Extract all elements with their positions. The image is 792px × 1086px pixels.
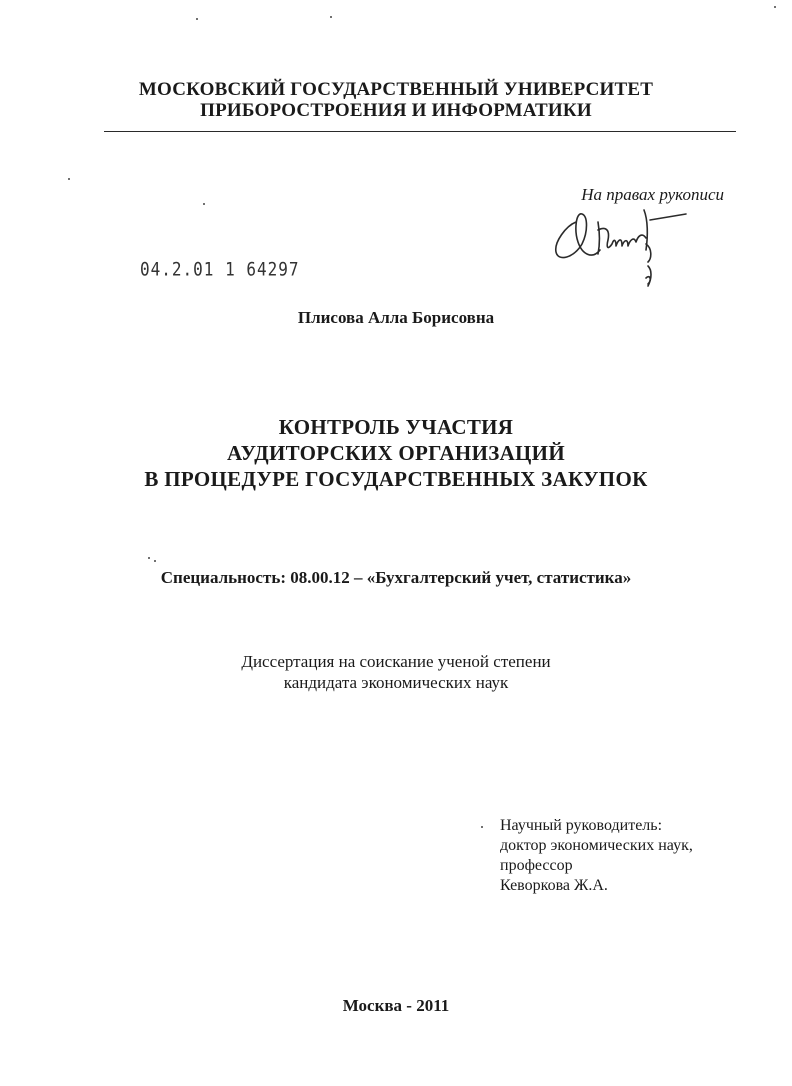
supervisor-degree: доктор экономических наук,	[500, 837, 693, 854]
scan-speck	[330, 16, 332, 18]
degree-line1: Диссертация на соискание ученой степени	[241, 652, 551, 671]
city-year: Москва - 2011	[342, 996, 450, 1015]
manuscript-note: На правах рукописи	[581, 185, 724, 204]
scan-speck	[196, 18, 198, 20]
thesis-title-line1: КОНТРОЛЬ УЧАСТИЯ	[278, 415, 514, 439]
university-name-line2: ПРИБОРОСТРОЕНИЯ И ИНФОРМАТИКИ	[200, 100, 592, 121]
signature	[548, 200, 698, 292]
registration-number: 04.2.01 1 64297	[140, 258, 300, 280]
university-name-line1: МОСКОВСКИЙ ГОСУДАРСТВЕННЫЙ УНИВЕРСИТЕТ	[138, 79, 654, 100]
scan-speck	[148, 557, 150, 559]
scan-speck	[154, 560, 156, 562]
scan-speck	[774, 6, 776, 8]
specialty: Специальность: 08.00.12 – «Бухгалтерский учет, статистика»	[160, 568, 632, 587]
thesis-title-line3: В ПРОЦЕДУРЕ ГОСУДАРСТВЕННЫХ ЗАКУПОК	[144, 467, 648, 491]
supervisor-name: Кеворкова Ж.А.	[500, 877, 608, 894]
supervisor-title: профессор	[500, 857, 573, 874]
author-name: Плисова Алла Борисовна	[297, 308, 495, 327]
supervisor-label: Научный руководитель:	[500, 817, 663, 834]
scan-speck	[203, 203, 205, 205]
scan-speck	[68, 178, 70, 180]
header-divider	[104, 131, 736, 132]
scan-speck	[481, 826, 483, 828]
degree-line2: кандидата экономических наук	[283, 673, 509, 692]
thesis-title-line2: АУДИТОРСКИХ ОРГАНИЗАЦИЙ	[227, 441, 565, 465]
supervisor-block	[500, 816, 693, 896]
